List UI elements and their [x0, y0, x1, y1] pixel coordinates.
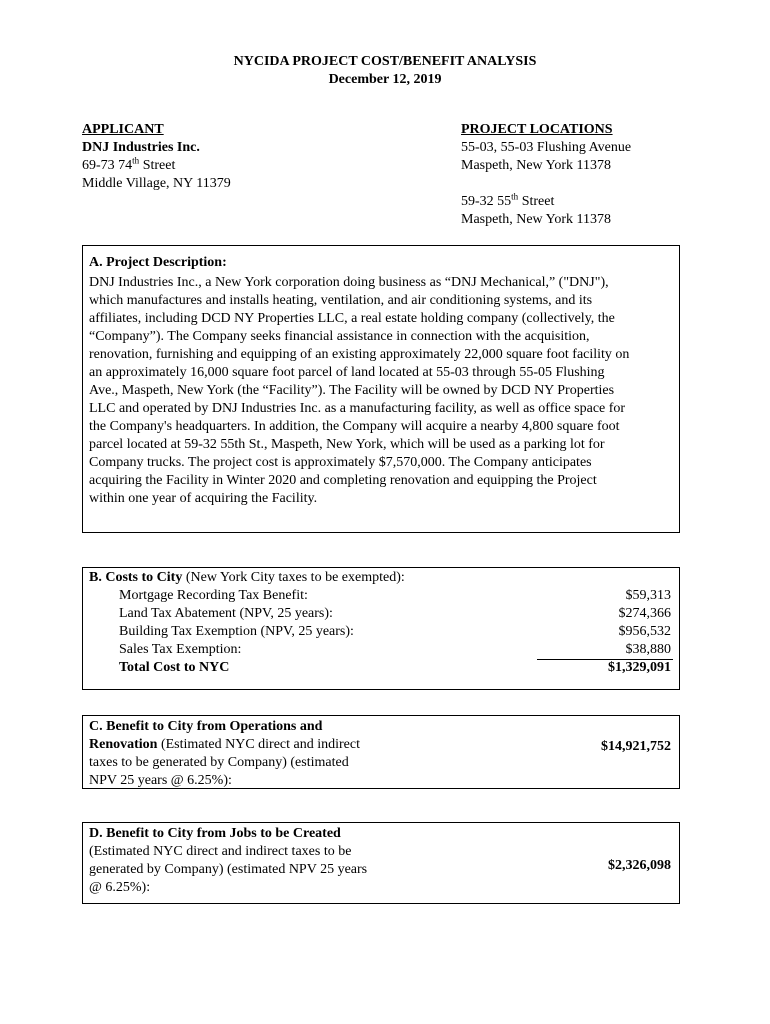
description-line: DNJ Industries Inc., a New York corporation doing business as “DNJ Mechanical,” ("DNJ"), — [89, 275, 609, 290]
description-line: the Company's headquarters. In addition, the Company will acquire a nearby 4,800 square foot — [89, 419, 620, 434]
costs-heading-note: (New York City taxes to be exempted): — [182, 570, 405, 585]
cost-row-mortgage — [89, 587, 673, 605]
document-title: NYCIDA PROJECT COST/BENEFIT ANALYSIS — [233, 54, 537, 69]
location-2-ordinal: th — [511, 191, 519, 202]
location-2-city: Maspeth, New York 11378 — [461, 212, 611, 227]
benefit-operations-amount: $14,921,752 — [601, 739, 671, 754]
applicant-street-name: Street — [139, 158, 176, 173]
description-line: Company trucks. The project cost is approximately $7,570,000. The Company anticipates — [89, 455, 592, 470]
cost-row-land-tax — [89, 605, 673, 623]
applicant-street-ordinal: th — [132, 155, 140, 166]
applicant-heading: APPLICANT — [82, 122, 164, 137]
costs-to-city-box — [82, 567, 680, 690]
cost-label: Mortgage Recording Tax Benefit: — [119, 588, 308, 603]
total-cost-value: $1,329,091 — [608, 660, 671, 675]
project-locations-block — [461, 121, 721, 229]
cost-value: $38,880 — [625, 642, 671, 657]
applicant-block — [82, 121, 382, 193]
cost-label: Sales Tax Exemption: — [119, 642, 242, 657]
benefit-jobs-amount: $2,326,098 — [608, 858, 671, 873]
project-description-heading: A. Project Description: — [89, 255, 227, 270]
description-line: renovation, furnishing and equipping of an existing approximately 22,000 square foot facility on — [89, 347, 630, 362]
description-line: acquiring the Facility in Winter 2020 and completing renovation and equipping the Project — [89, 473, 597, 488]
cost-value: $59,313 — [625, 588, 671, 603]
cost-row-building-tax — [89, 623, 673, 641]
project-description-box — [82, 245, 680, 533]
location-2-street-name: Street — [518, 194, 555, 209]
location-1-city: Maspeth, New York 11378 — [461, 158, 611, 173]
location-1-street: 55-03, 55-03 Flushing Avenue — [461, 140, 632, 155]
location-2-street — [461, 193, 721, 211]
cost-value: $956,532 — [618, 624, 671, 639]
benefit-operations-text — [89, 718, 399, 790]
benefit-jobs-line: (Estimated NYC direct and indirect taxes to be — [89, 844, 352, 859]
benefit-operations-line: taxes to be generated by Company) (estimated — [89, 755, 349, 770]
benefit-operations-heading: C. Benefit to City from Operations and — [89, 719, 323, 734]
project-description-text — [89, 274, 673, 508]
description-line: “Company”). The Company seeks financial assistance in connection with the acquisition, — [89, 329, 590, 344]
description-line: an approximately 16,000 square foot parcel of land located at 55-03 through 55-05 Flushing — [89, 365, 605, 380]
locations-heading: PROJECT LOCATIONS — [461, 122, 613, 137]
benefit-operations-line — [89, 736, 399, 754]
description-line: Ave., Maspeth, New York (the “Facility”). The Facility will be owned by DCD NY Properties — [89, 383, 615, 398]
description-line: which manufactures and installs heating, ventilation, and air conditioning systems, and its — [89, 293, 593, 308]
costs-heading-bold: B. Costs to City — [89, 570, 183, 585]
cost-row-total — [89, 659, 673, 677]
applicant-street-number: 69-73 74 — [82, 158, 133, 173]
document-header — [0, 53, 770, 89]
benefit-jobs-line: @ 6.25%): — [89, 880, 151, 895]
benefit-operations-heading-cont: Renovation — [89, 737, 158, 752]
benefit-jobs-line: generated by Company) (estimated NPV 25 years — [89, 862, 368, 877]
benefit-operations-box — [82, 715, 680, 789]
benefit-operations-line: NPV 25 years @ 6.25%): — [89, 773, 232, 788]
benefit-jobs-box — [82, 822, 680, 904]
benefit-jobs-text — [89, 825, 409, 897]
cost-row-sales-tax — [89, 641, 673, 659]
description-line: within one year of acquiring the Facility. — [89, 491, 318, 506]
costs-heading — [89, 569, 673, 587]
description-line: parcel located at 59-32 55th St., Maspeth, New York, which will be used as a parking lot for — [89, 437, 605, 452]
cost-label: Land Tax Abatement (NPV, 25 years): — [119, 606, 333, 621]
benefit-jobs-heading: D. Benefit to City from Jobs to be Created — [89, 826, 341, 841]
description-line: affiliates, including DCD NY Properties LLC, a real estate holding company (collectively, the — [89, 311, 615, 326]
document-date: December 12, 2019 — [328, 72, 442, 87]
cost-value: $274,366 — [618, 606, 671, 621]
location-2-number: 59-32 55 — [461, 194, 512, 209]
description-line: LLC and operated by DNJ Industries Inc. as a manufacturing facility, as well as office space for — [89, 401, 626, 416]
benefit-operations-note: (Estimated NYC direct and indirect — [157, 737, 361, 752]
total-cost-label: Total Cost to NYC — [119, 660, 230, 675]
applicant-name: DNJ Industries Inc. — [82, 140, 200, 155]
applicant-city: Middle Village, NY 11379 — [82, 176, 231, 191]
applicant-street — [82, 157, 382, 175]
cost-label: Building Tax Exemption (NPV, 25 years): — [119, 624, 354, 639]
